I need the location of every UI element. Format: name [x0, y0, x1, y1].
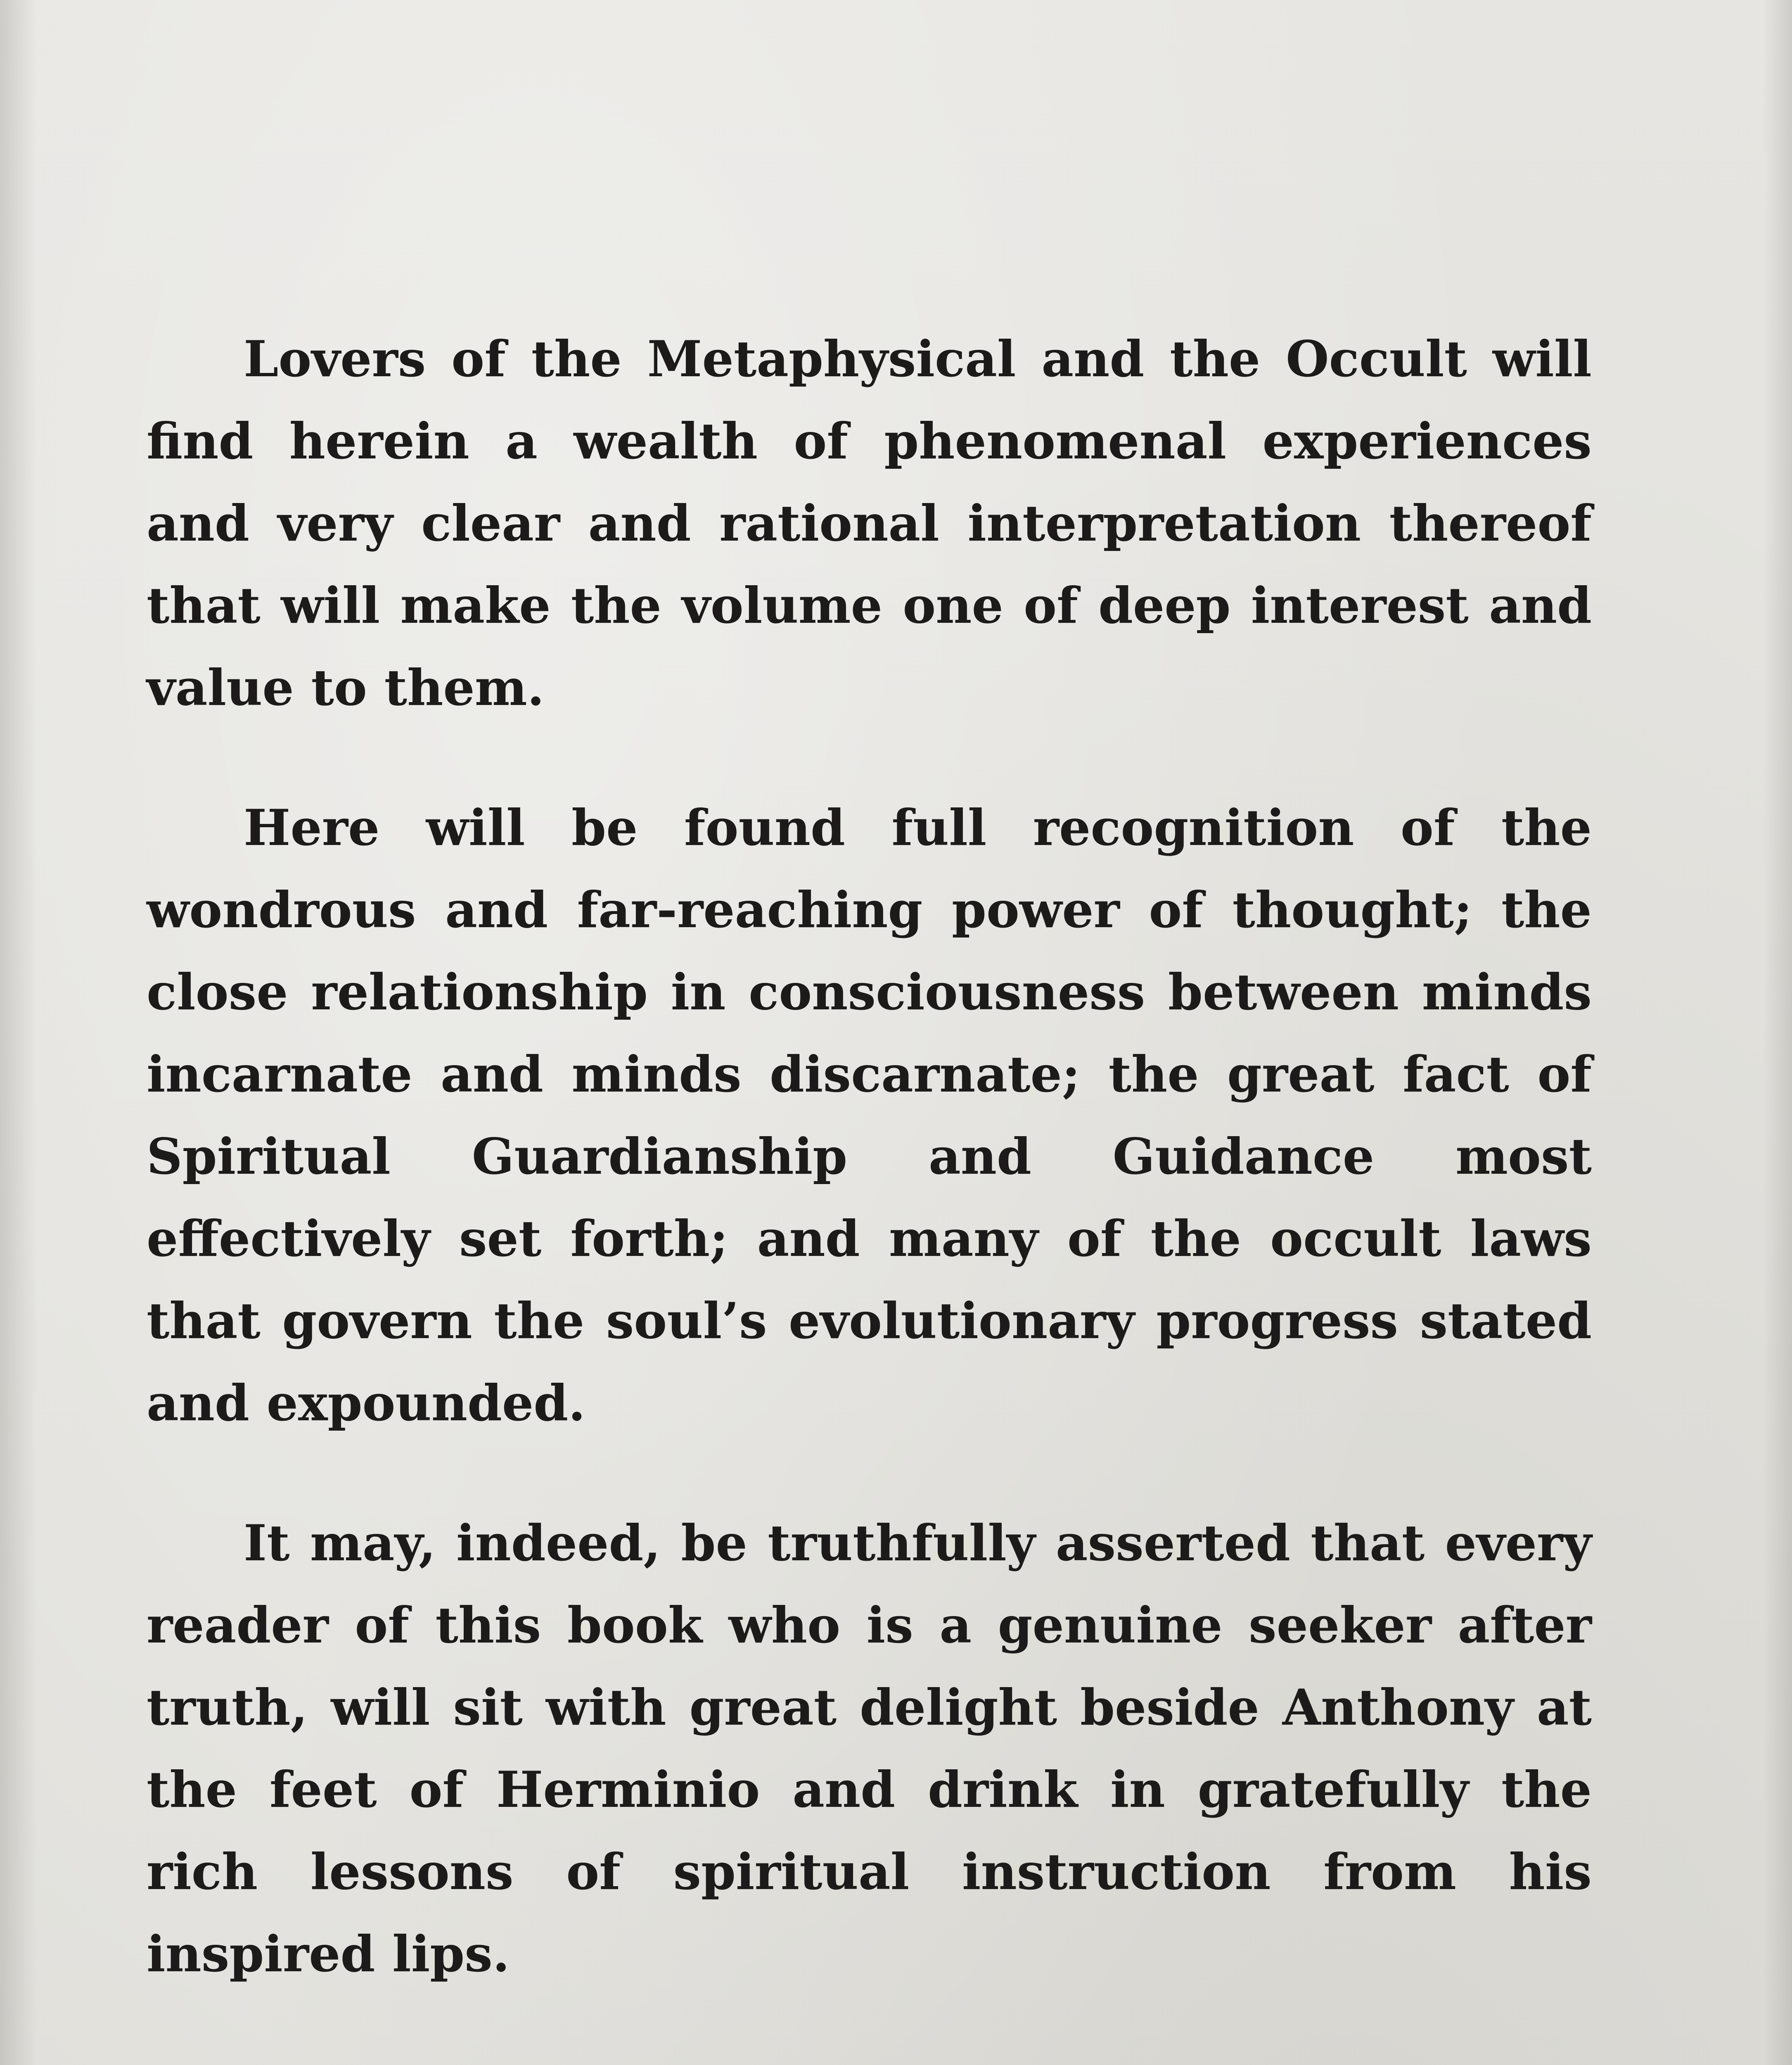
paragraph-2: Here will be found full recognition of the wondrous and far-reaching power of thought; the close relationship in consciousness between minds incarnate and minds discarnate; the great fact of Spiritual Guardianship and Guidance most effectively set forth; and many of the occult laws that govern the soul’s evolutionary progress stated and expounded. [147, 799, 1592, 1432]
page-shadow-right [1763, 0, 1792, 2065]
page-body [147, 318, 1592, 2065]
paragraph-4 [147, 2053, 1592, 2065]
paragraph-3: It may, indeed, be truthfully asserted that every reader of this book who is a genuine seeker after truth, will sit with great delight beside Anthony at the feet of Herminio and drink in gratefully the rich lessons of spiritual instruction from his inspired lips. [147, 1514, 1592, 1983]
paragraph-1: Lovers of the Metaphysical and the Occult will find herein a wealth of phenomenal experiences and very clear and rational interpretation thereof that will make the volume one of deep interest and value to them. [147, 330, 1592, 717]
page-shadow-left [0, 0, 37, 2065]
